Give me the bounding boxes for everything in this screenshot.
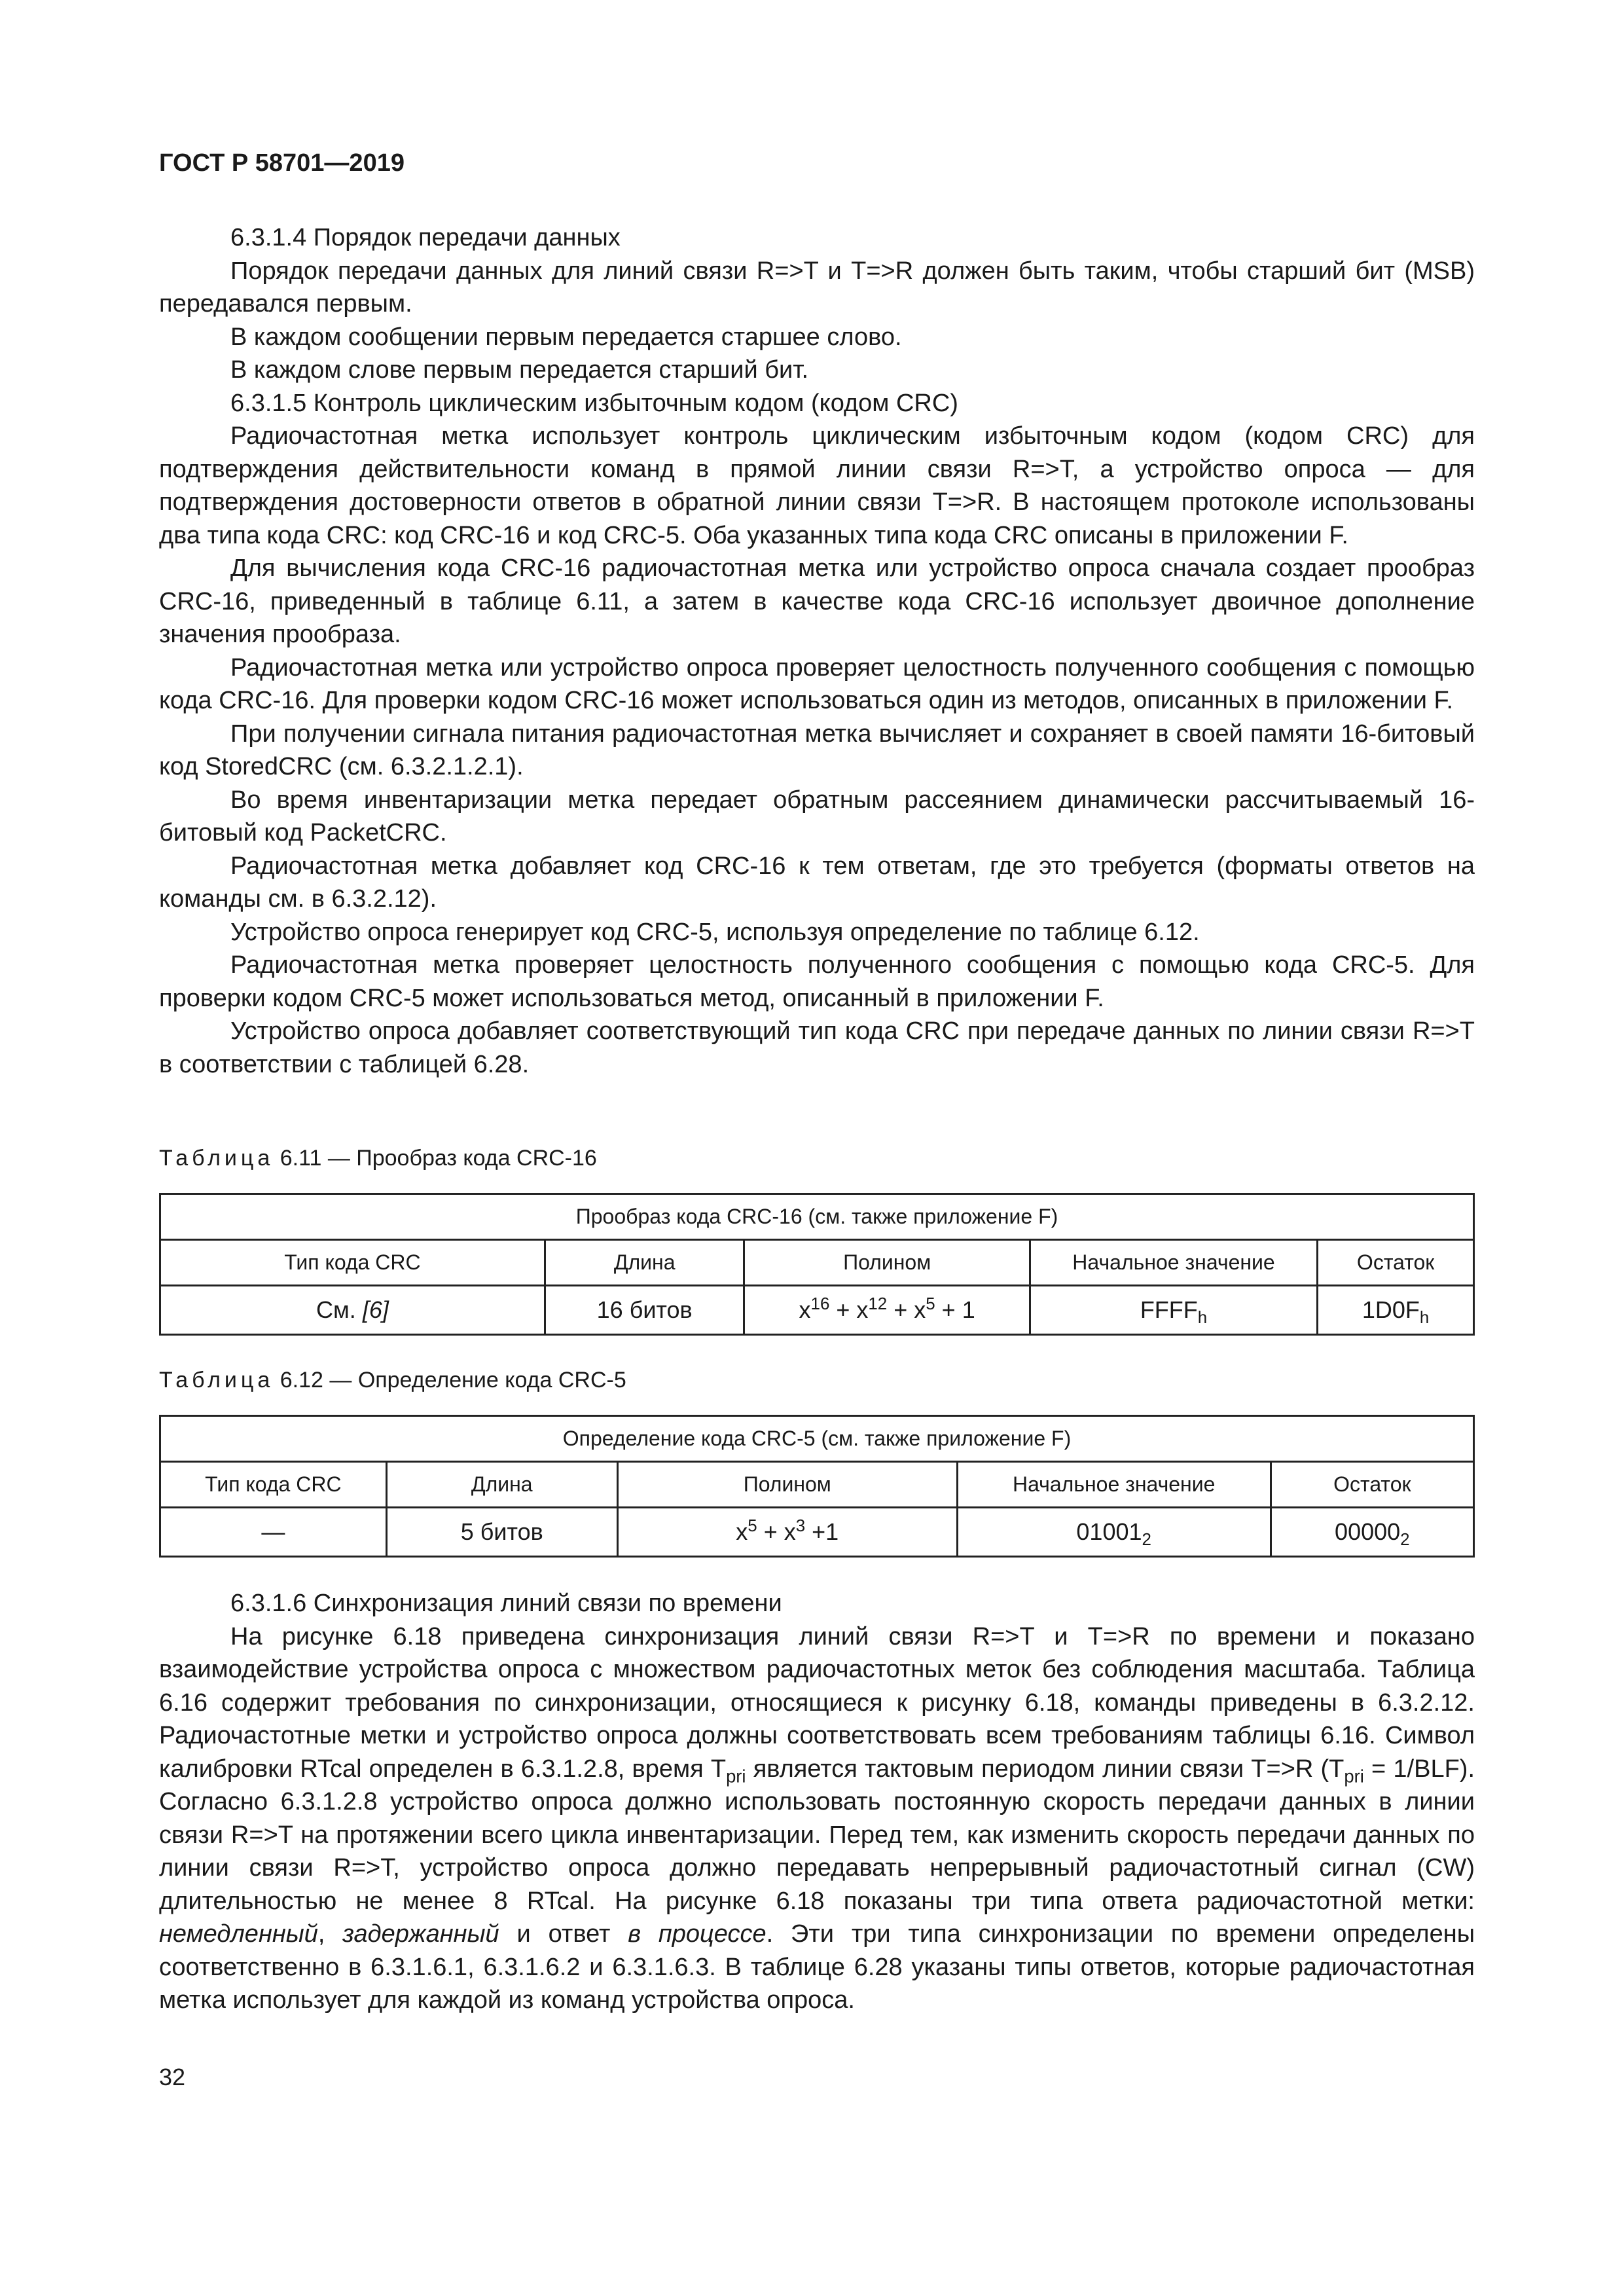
emphasis: задержанный (342, 1920, 499, 1948)
caption-text: 6.11 — Прообраз кода CRC-16 (274, 1146, 597, 1171)
paragraph: Для вычисления кода CRC-16 радиочастотная метка или устройство опроса сначала создает прообраз CRC-16, приведенный в таблице 6.11, а затем в качестве кода CRC-16 использует двоичное дополнение значения прообраза. (159, 555, 1475, 648)
column-header: Полином (617, 1462, 957, 1508)
table-cell-type: — (160, 1508, 387, 1557)
paragraph: Радиочастотная метка использует контроль циклическим избыточным кодом (кодом CRC) для подтверждения действительности команд в прямой линии связи R=>T, а устройство опроса — для подтверждения достоверности ответов в обратной линии связи T=>R. В настоящем протоколе использованы два типа кода CRC: код CRC-16 и код CRC-5. Оба указанных типа кода CRC описаны в приложении F. (159, 422, 1475, 549)
table-6-11-caption (159, 1146, 597, 1171)
caption-label: Таблица (159, 1368, 274, 1393)
type-reference: [6] (362, 1296, 389, 1323)
table-cell-polynomial: $x^{16} + x^{12} + x^5 + 1$ (744, 1286, 1030, 1335)
type-prefix: См. (316, 1296, 363, 1323)
column-header: Тип кода CRC (160, 1240, 545, 1286)
paragraph: В каждом сообщении первым передается старшее слово. (230, 323, 902, 351)
paragraph: Во время инвентаризации метка передает обратным рассеянием динамически рассчитываемый 16-битовый код PacketCRC. (159, 786, 1475, 847)
column-header: Остаток (1318, 1240, 1474, 1286)
table-cell-residue: $00000_2$ (1271, 1508, 1473, 1557)
table-title: Определение кода CRC-5 (см. также приложение F) (160, 1416, 1474, 1462)
table-cell-polynomial: $x^5 + x^3 +1$ (617, 1508, 957, 1557)
table-6-11 (159, 1193, 1475, 1336)
standard-header: ГОСТ Р 58701—2019 (159, 149, 405, 177)
table-cell-initial: $FFFF_h$ (1030, 1286, 1317, 1335)
table-cell-length: 16 битов (545, 1286, 744, 1335)
table-cell-length: 5 битов (386, 1508, 617, 1557)
paragraph: Радиочастотная метка добавляет код CRC-16 к тем ответам, где это требуется (форматы ответов на команды см. в 6.3.2.12). (159, 852, 1475, 913)
paragraph: Радиочастотная метка или устройство опроса проверяет целостность полученного сообщения с помощью кода CRC-16. Для проверки кодом CRC-16 может использоваться один из методов, описанных в приложении F. (159, 653, 1475, 714)
column-header: Начальное значение (1030, 1240, 1317, 1286)
paragraph: Устройство опроса генерирует код CRC-5, используя определение по таблице 6.12. (230, 918, 1200, 946)
section-heading-6-3-1-5: 6.3.1.5 Контроль циклическим избыточным кодом (кодом CRC) (230, 389, 958, 417)
column-header: Тип кода CRC (160, 1462, 387, 1508)
column-header: Полином (744, 1240, 1030, 1286)
page-number: 32 (159, 2064, 186, 2090)
section-heading-6-3-1-4: 6.3.1.4 Порядок передачи данных (230, 224, 621, 251)
caption-label: Таблица (159, 1146, 274, 1171)
emphasis: в процессе (628, 1920, 767, 1948)
column-header: Длина (545, 1240, 744, 1286)
table-cell-type (160, 1286, 545, 1335)
table-title: Прообраз кода CRC-16 (см. также приложение F) (160, 1194, 1474, 1240)
table-6-12-caption (159, 1368, 626, 1393)
table-cell-residue: $1D0F_h$ (1318, 1286, 1474, 1335)
text-block-crc (159, 221, 1475, 1081)
paragraph: Устройство опроса добавляет соответствующий тип кода CRC при передаче данных по линии связи R=>T в соответствии с таблицей 6.28. (159, 1017, 1475, 1078)
table-cell-initial: $01001_2$ (957, 1508, 1271, 1557)
column-header: Длина (386, 1462, 617, 1508)
column-header: Остаток (1271, 1462, 1473, 1508)
paragraph: Радиочастотная метка проверяет целостность полученного сообщения с помощью кода CRC-5. Для проверки кодом CRC-5 может использоваться метод, описанный в приложении F. (159, 951, 1475, 1012)
paragraph: При получении сигнала питания радиочастотная метка вычисляет и сохраняет в своей памяти 16-битовый код StoredCRC (см. 6.3.2.1.2.1). (159, 720, 1475, 780)
column-header: Начальное значение (957, 1462, 1271, 1508)
section-heading-6-3-1-6: 6.3.1.6 Синхронизация линий связи по времени (230, 1590, 782, 1617)
paragraph: В каждом слове первым передается старший бит. (230, 356, 809, 384)
text-block-sync (159, 1587, 1475, 2017)
paragraph: Порядок передачи данных для линий связи R=>T и T=>R должен быть таким, чтобы старший бит (MSB) передавался первым. (159, 257, 1475, 318)
caption-text: 6.12 — Определение кода CRC-5 (274, 1368, 626, 1393)
paragraph: На рисунке 6.18 приведена синхронизация линий связи R=>T и T=>R по времени и показано взаимодействие устройства опроса с множеством радиочастотных меток без соблюдения масштаба. Таблица 6.16 содержит требования по синхронизации, относящиеся к рисунку 6.18, команды приведены в 6.3.2.12. Радиочастотные метки и устройство опроса должны соответствовать всем требованиям таблицы 6.16. Символ калибровки RTcal определен в 6.3.1.2.8, время $T_{pri}$ является тактовым периодом линии связи T=>R $(T_{pri} = 1/BLF)$. Согласно 6.3.1.2.8 устройство опроса должно использовать постоянную скорость передачи данных в линии связи R=>T на протяжении всего цикла инвентаризации. Перед тем, как изменить скорость передачи данных по линии связи R=>T, устройство опроса должно передавать непрерывный радиочастотный сигнал (CW) длительностью не менее 8 RTcal. На рисунке 6.18 показаны три типа ответа радиочастотной метки: немедленный, задержанный и ответ в процессе. Эти три типа синхронизации по времени определены соответственно в 6.3.1.6.1, 6.3.1.6.2 и 6.3.1.6.3. В таблице 6.28 указаны типы ответов, которые радиочастотная метка использует для каждой из команд устройства опроса. (159, 1622, 1475, 2014)
emphasis: немедленный (159, 1920, 318, 1948)
table-6-12 (159, 1415, 1475, 1558)
